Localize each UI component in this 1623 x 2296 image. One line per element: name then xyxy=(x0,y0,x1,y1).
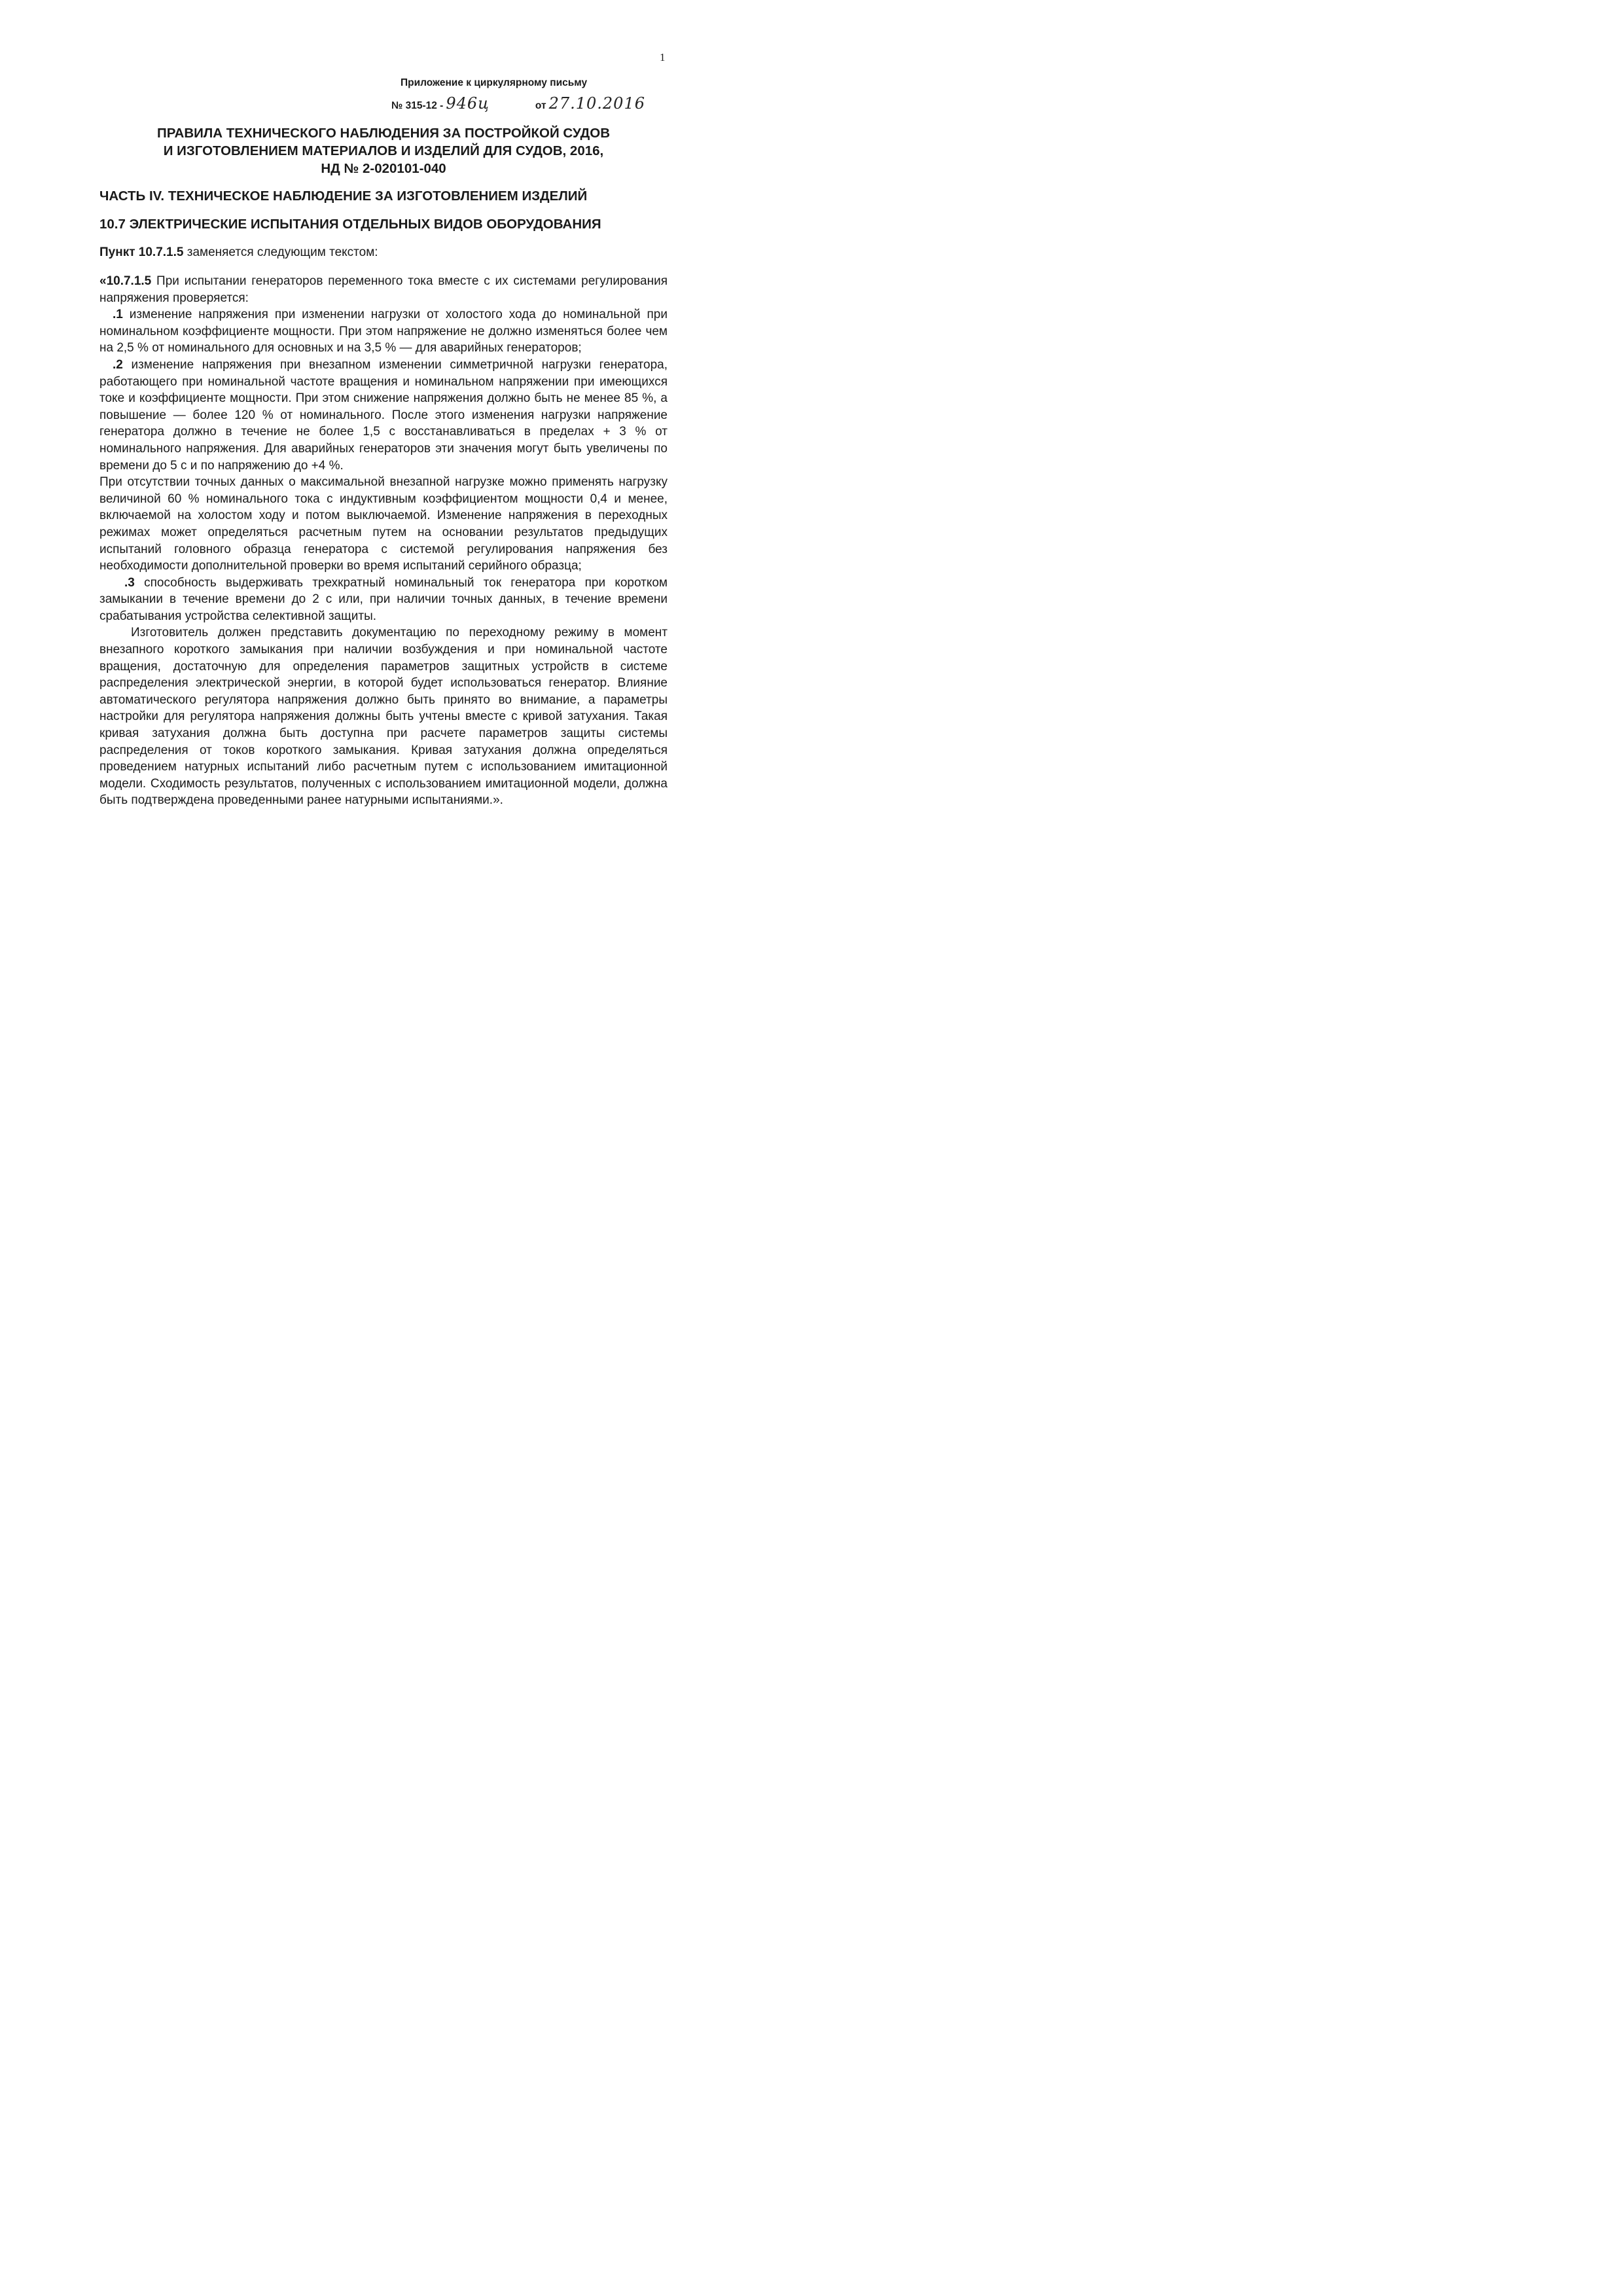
section-heading: 10.7 ЭЛЕКТРИЧЕСКИЕ ИСПЫТАНИЯ ОТДЕЛЬНЫХ ВИДОВ ОБОРУДОВАНИЯ xyxy=(99,217,601,232)
part-heading: ЧАСТЬ IV. ТЕХНИЧЕСКОЕ НАБЛЮДЕНИЕ ЗА ИЗГОТОВЛЕНИЕМ ИЗДЕЛИЙ xyxy=(99,188,588,204)
annex-number-prefix: № 315-12 - xyxy=(391,100,444,111)
list-item-1 xyxy=(99,306,668,357)
handwritten-letter-number: 946ц xyxy=(446,94,490,113)
list-item-1-number: .1 xyxy=(113,308,123,322)
list-item-2-number: .2 xyxy=(113,357,123,372)
clause-text: При испытании генераторов переменного тока вместе с их системами регулирования напряжения проверяется: xyxy=(99,274,668,305)
intro-clause-ref: Пункт 10.7.1.5 xyxy=(99,245,184,259)
list-item-3 xyxy=(99,575,668,625)
list-item-1-text: изменение напряжения при изменении нагрузки от холостого хода до номинальной при номинальном коэффициенте мощности. При этом напряжение не должно изменяться более чем на 2,5 % от номинального для основных и на 3,5 % — для аварийных генераторов; xyxy=(99,308,668,355)
list-item-2-text: изменение напряжения при внезапном изменении симметричной нагрузки генератора, работающего при номинальной частоте вращения и номинальном напряжении при имеющихся токе и коэффициенте мощности. При этом снижение напряжения должно быть не менее 85 %, а повышение — более 120 % от номинального. После этого изменения нагрузки напряжение генератора должно в течение не более 1,5 с восстанавливаться в пределах + 3 % от номинального напряжения. Для аварийных генераторов эти значения могут быть увеличены по времени до 5 с и по напряжению до +4 %. xyxy=(99,357,668,473)
annex-date-label: от xyxy=(535,100,546,111)
list-item-3-text: способность выдерживать трехкратный номинальный ток генератора при коротком замыкании в течение времени до 2 с или, при наличии точных данных, в течение времени срабатывания устройства селективной защиты. xyxy=(99,575,668,623)
list-item-3-number: .3 xyxy=(124,575,135,590)
paragraph-absent-data: При отсутствии точных данных о максимальной внезапной нагрузке можно применять нагрузку величиной 60 % номинального тока с индуктивным коэффициентом мощности 0,4 и менее, включаемой на холостом ходу и потом выключаемой. Изменение напряжения в переходных режимах может определяться расчетным путем на основании результатов предыдущих испытаний головного образца генератора с системой регулирования напряжения без необходимости дополнительной проверки во время испытаний серийного образца; xyxy=(99,475,668,573)
body-text xyxy=(99,273,668,809)
intro-text: заменяется следующим текстом: xyxy=(183,245,378,259)
intro-line xyxy=(99,245,378,260)
annex-number-line xyxy=(391,94,645,113)
paragraph-manufacturer: Изготовитель должен представить документацию по переходному режиму в момент внезапного короткого замыкания при наличии возбуждения и при номинальной частоте вращения, достаточную для определения параметров защитных устройств в системе распределения электрической энергии, в которой будет использоваться генератор. Влияние автоматического регулятора напряжения должно быть принято во внимание, а параметры настройки для регулятора напряжения должны быть учтены вместе с кривой затухания. Такая кривая затухания должна быть доступна при расчете параметров защиты системы распределения от токов короткого замыкания. Кривая затухания должна определяться проведением натурных испытаний либо расчетным путем с использованием имитационной модели. Сходимость результатов, полученных с использованием имитационной модели, должна быть подтверждена проведенными ранее натурными испытаниями.». xyxy=(99,626,668,808)
document-title xyxy=(98,124,669,177)
handwritten-date: 27.10.2016 xyxy=(548,94,645,113)
list-item-2 xyxy=(99,357,668,474)
paragraph-clause xyxy=(99,273,668,306)
title-line-1: ПРАВИЛА ТЕХНИЧЕСКОГО НАБЛЮДЕНИЯ ЗА ПОСТРОЙКОЙ СУДОВ xyxy=(156,126,611,141)
title-line-2: И ИЗГОТОВЛЕНИЕМ МАТЕРИАЛОВ И ИЗДЕЛИЙ ДЛЯ СУДОВ, 2016, xyxy=(163,143,604,158)
page-number: 1 xyxy=(660,51,666,63)
annex-title: Приложение к циркулярному письму xyxy=(401,77,588,88)
title-line-3: НД № 2-020101-040 xyxy=(321,161,446,176)
clause-number: «10.7.1.5 xyxy=(99,274,152,288)
